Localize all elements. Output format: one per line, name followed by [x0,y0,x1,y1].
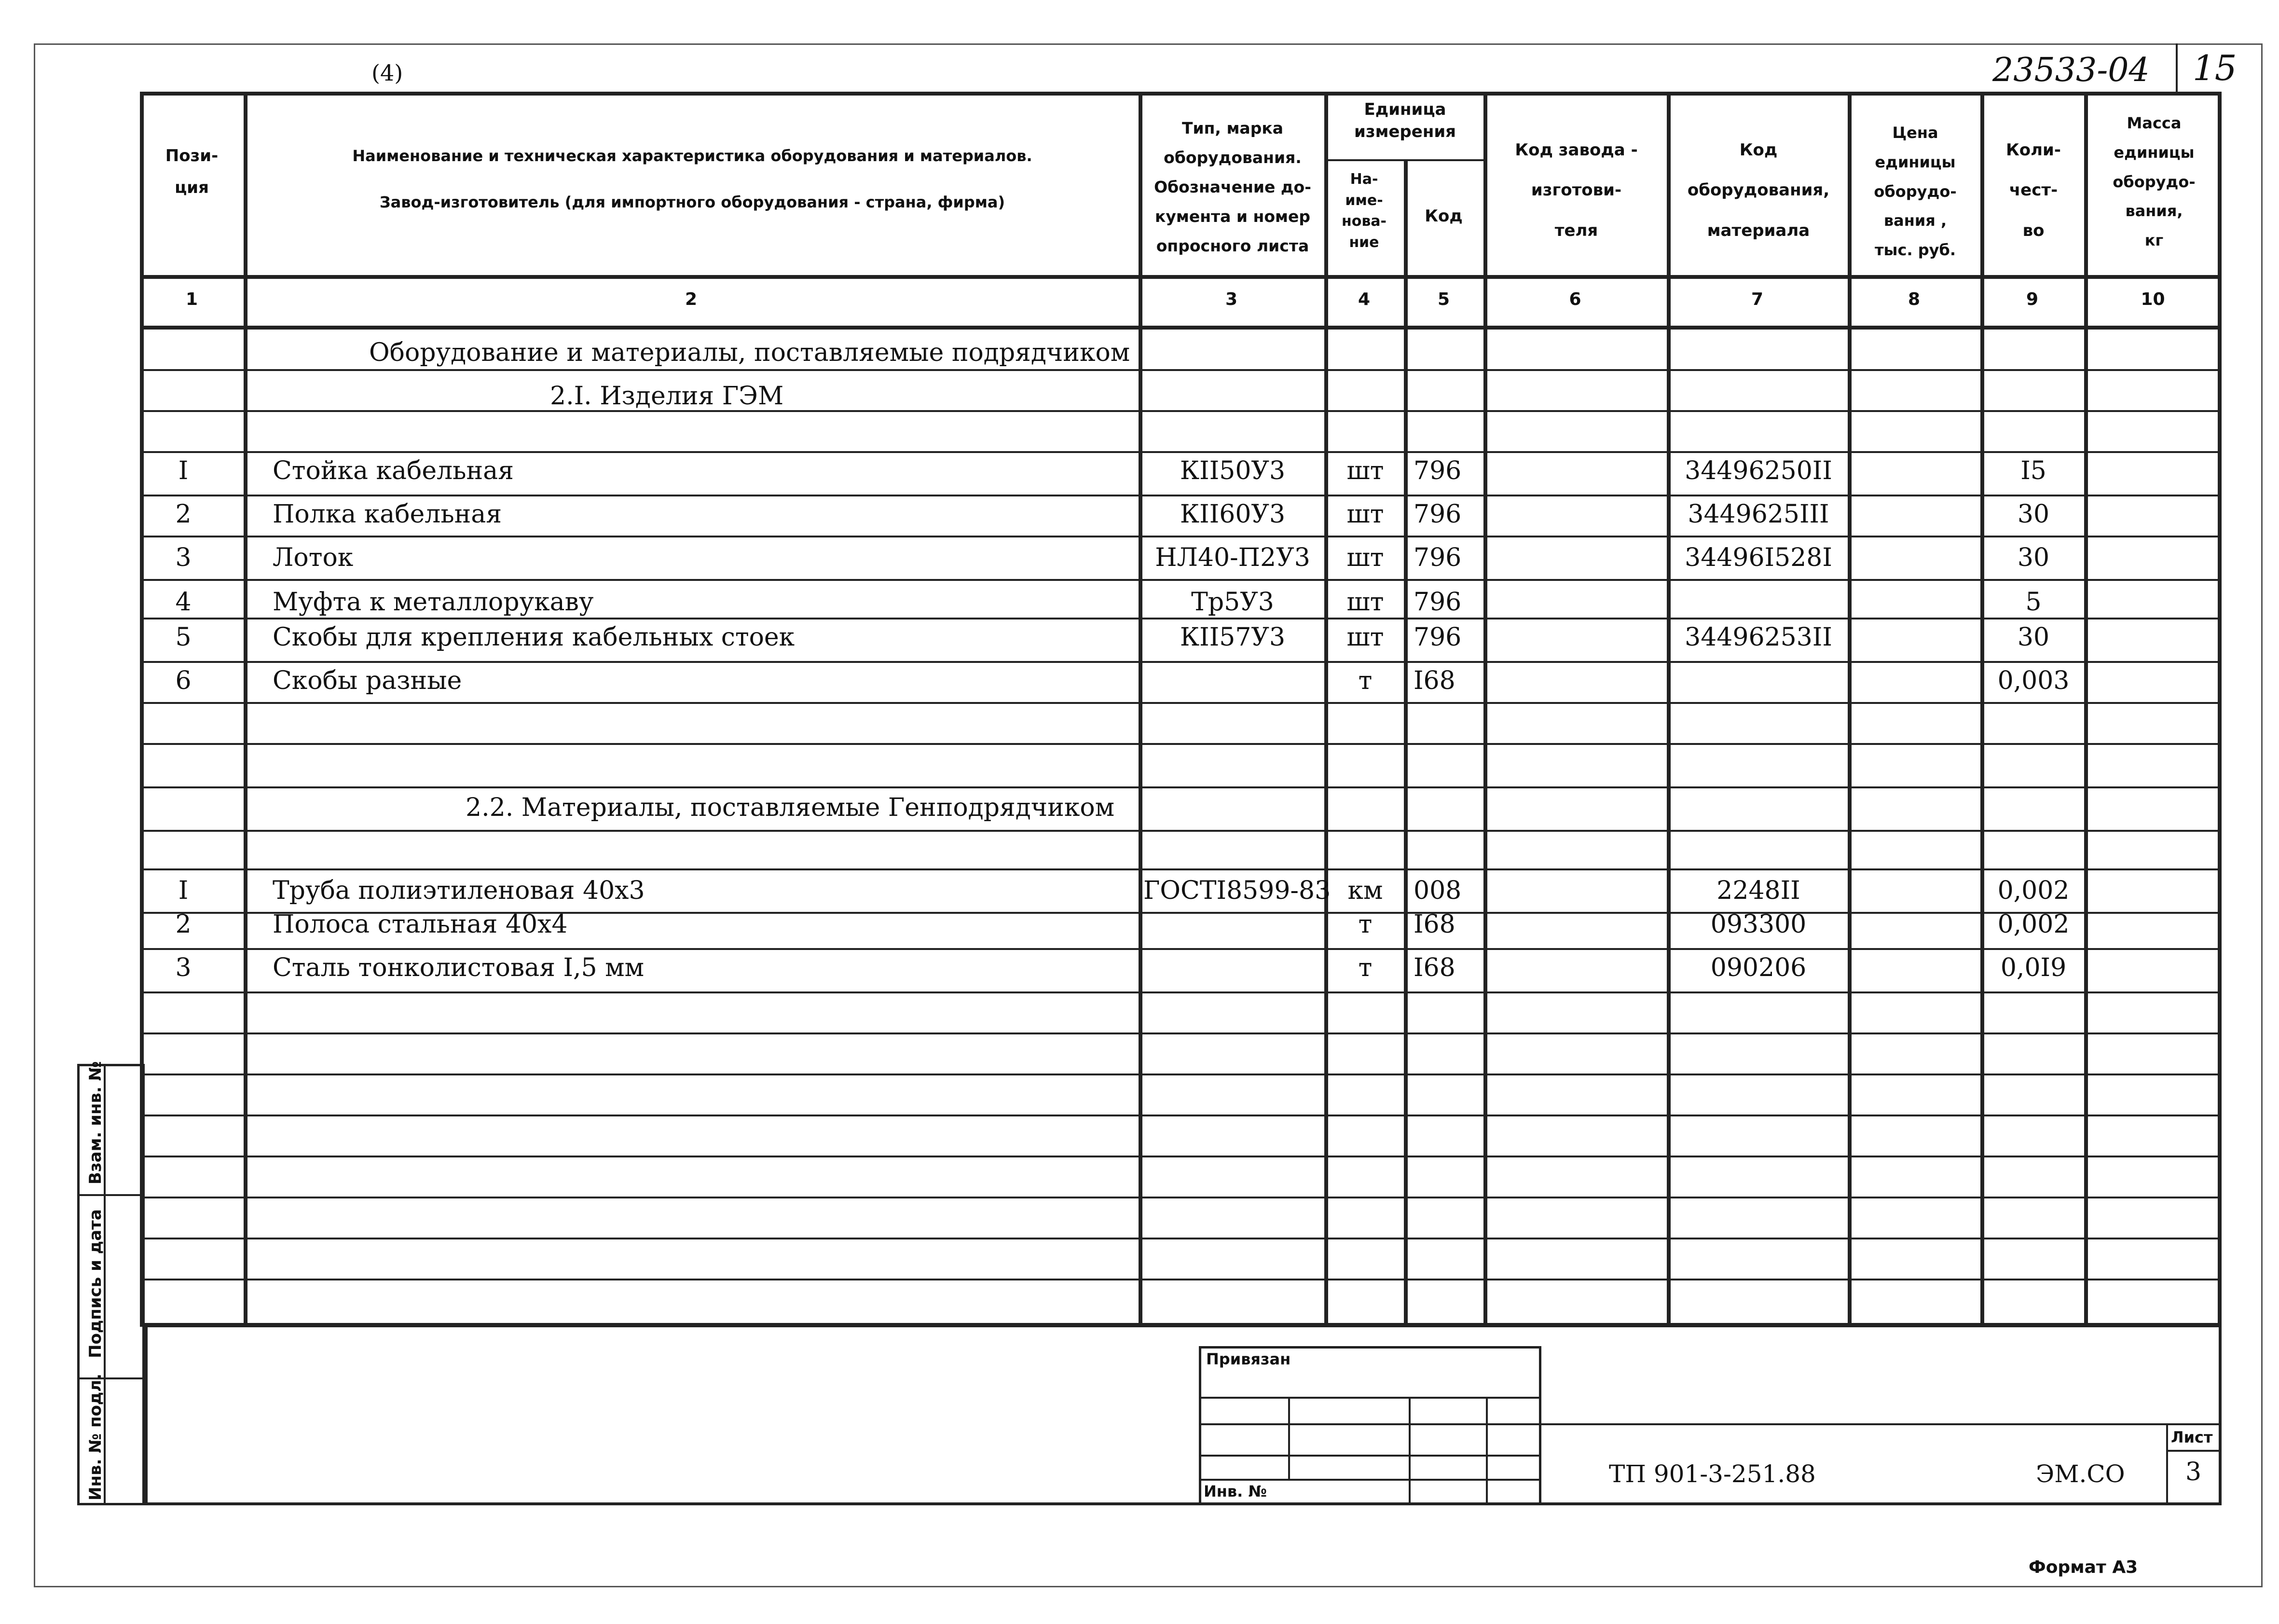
header-price: Цена единицы оборудо- вания , тыс. руб. [1874,124,1957,260]
row-unit-code: 796 [1414,456,1462,485]
row-name: Полоса стальная 40х4 [273,910,568,939]
row-line [140,702,2222,704]
row-name: Скобы разные [273,666,462,695]
handwritten-sheet-number: 15 [2193,48,2237,88]
col-number: 7 [1751,289,1764,309]
row-line [140,743,2222,745]
row-unit-code: I68 [1414,666,1455,695]
row-position: 5 [175,623,192,652]
row-line [140,618,2222,619]
row-equipment-code: 093300 [1710,910,1807,939]
row-equipment-code: 090206 [1710,953,1807,982]
row-quantity: 30 [2017,543,2050,572]
privyazan-block [1199,1346,1541,1505]
row-unit-code: 796 [1414,543,1462,572]
col-number: 8 [1908,289,1921,309]
row-unit: км [1347,876,1383,905]
row-quantity: I5 [2020,456,2046,485]
header-equipment-code: Код оборудования, материала [1687,140,1830,240]
row-type: НЛ40-П2У3 [1155,543,1310,572]
row-quantity: 0,0I9 [2000,953,2067,982]
header-unit-code: Код [1425,206,1463,226]
section-main-title: Оборудование и материалы, поставляемые подрядчиком [369,338,1130,367]
row-name: Скобы для крепления кабельных стоек [273,623,795,652]
row-unit-code: 796 [1414,588,1462,617]
row-quantity: 0,002 [1997,910,2070,939]
row-type: ГОСТI8599-83 [1143,876,1331,905]
privyazan-line [1199,1423,1541,1425]
header-name: Наименование и техническая характеристика оборудования и материалов. Завод-изготовитель (для импортного оборудования - страна, фирма) [352,147,1032,211]
side-label-inv: Инв. № подл. [86,1373,105,1500]
row-unit: шт [1346,623,1384,652]
title-block [145,1324,2222,1505]
format-label: Формат А3 [2029,1557,2138,1577]
row-line [140,948,2222,950]
row-unit-code: I68 [1414,953,1455,982]
side-label-vzam: Взам. инв. № [86,1061,105,1184]
header-type: Тип, марка оборудования. Обозначение до- кумента и номер опросного листа [1154,119,1311,256]
privyazan-col [1409,1397,1411,1505]
row-position: 4 [175,588,192,617]
row-line [140,661,2222,663]
row-equipment-code: 3449625III [1688,500,1829,529]
section-2-1-title: 2.I. Изделия ГЭМ [550,382,784,411]
row-line [140,536,2222,537]
row-position: 2 [175,500,192,529]
privyazan-line [1199,1397,1541,1399]
col-number: 5 [1437,289,1450,309]
row-quantity: 0,002 [1997,876,2070,905]
row-equipment-code: 34496253II [1685,623,1832,652]
row-name: Муфта к металлорукаву [273,588,594,617]
row-position: 3 [175,953,192,982]
title-line [1541,1423,2222,1425]
unit-group-line [1324,159,1483,161]
row-equipment-code: 34496250II [1685,456,1832,485]
header-quantity: Коли- чест- во [2006,140,2061,240]
doc-code: ТП 901-3-251.88 [1609,1460,1816,1488]
top-label: (4) [371,60,403,86]
section-2-2-title: 2.2. Материалы, поставляемые Генподрядчиком [466,793,1115,822]
row-unit: шт [1346,588,1384,617]
row-position: 3 [175,543,192,572]
col-number: 2 [685,289,698,309]
privyazan-label: Привязан [1206,1350,1291,1368]
row-line [140,1032,2222,1034]
row-line [140,868,2222,870]
title-col [2166,1423,2168,1505]
row-name: Лоток [273,543,354,572]
header-unit-name: На- име- нова- ние [1341,171,1387,251]
handwritten-doc-number: 23533-04 [1992,51,2150,89]
privyazan-line [1199,1455,1541,1457]
row-line [140,1156,2222,1157]
row-line [140,991,2222,993]
row-type: КII60У3 [1180,500,1286,529]
row-line [140,495,2222,496]
row-equipment-code: 34496I528I [1685,543,1832,572]
top-divider [2176,43,2178,92]
side-stamp-line [77,1194,145,1196]
row-line [140,1279,2222,1280]
side-label-podpis: Подпись и дата [86,1209,105,1358]
header-position: Пози- ция [165,146,219,198]
row-unit: шт [1346,456,1384,485]
col-number: 9 [2026,289,2039,309]
row-unit: т [1358,666,1373,695]
col-number: 3 [1225,289,1238,309]
row-name: Полка кабельная [273,500,502,529]
privyazan-col [1486,1397,1488,1505]
row-equipment-code: 2248II [1716,876,1800,905]
privyazan-col [1288,1397,1290,1479]
row-line [140,369,2222,371]
header-bottom-line [140,275,2222,279]
row-line [140,451,2222,453]
row-unit: шт [1346,500,1384,529]
col-number: 10 [2141,289,2165,309]
row-unit-code: 796 [1414,500,1462,529]
row-type: КII50У3 [1180,456,1286,485]
header-mass: Масса единицы оборудо- вания, кг [2113,114,2196,250]
row-unit-code: 008 [1414,876,1462,905]
col-number: 1 [185,289,198,309]
row-line [140,1073,2222,1075]
row-unit-code: 796 [1414,623,1462,652]
privyazan-line [1199,1479,1541,1481]
row-quantity: 0,003 [1997,666,2070,695]
row-position: I [178,876,189,905]
row-line [140,1238,2222,1239]
row-position: 6 [175,666,192,695]
sheet-label: Лист [2171,1428,2213,1446]
row-unit: т [1358,910,1373,939]
row-line [140,410,2222,412]
inv-no-label: Инв. № [1204,1482,1267,1500]
row-quantity: 30 [2017,500,2050,529]
row-quantity: 30 [2017,623,2050,652]
row-type: Тр5У3 [1191,588,1274,617]
row-unit: т [1358,953,1373,982]
row-line [140,1115,2222,1116]
row-position: 2 [175,910,192,939]
header-unit-group: Единица измерения [1354,100,1456,141]
colnum-bottom-line [140,326,2222,330]
title-line [2166,1450,2222,1452]
row-name: Стойка кабельная [273,456,514,485]
doc-mark: ЭМ.СО [2036,1460,2125,1488]
row-line [140,830,2222,832]
row-line [140,579,2222,581]
row-position: I [178,456,189,485]
header-factory-code: Код завода - изготови- теля [1515,140,1638,240]
row-line [140,1197,2222,1198]
col-number: 4 [1358,289,1371,309]
row-quantity: 5 [2025,588,2042,617]
sheet-number: 3 [2185,1458,2202,1486]
row-unit-code: I68 [1414,910,1455,939]
row-line [140,786,2222,788]
row-unit: шт [1346,543,1384,572]
row-name: Сталь тонколистовая I,5 мм [273,953,645,982]
row-name: Труба полиэтиленовая 40х3 [273,876,645,905]
col-number: 6 [1569,289,1581,309]
row-type: КII57У3 [1180,623,1286,652]
